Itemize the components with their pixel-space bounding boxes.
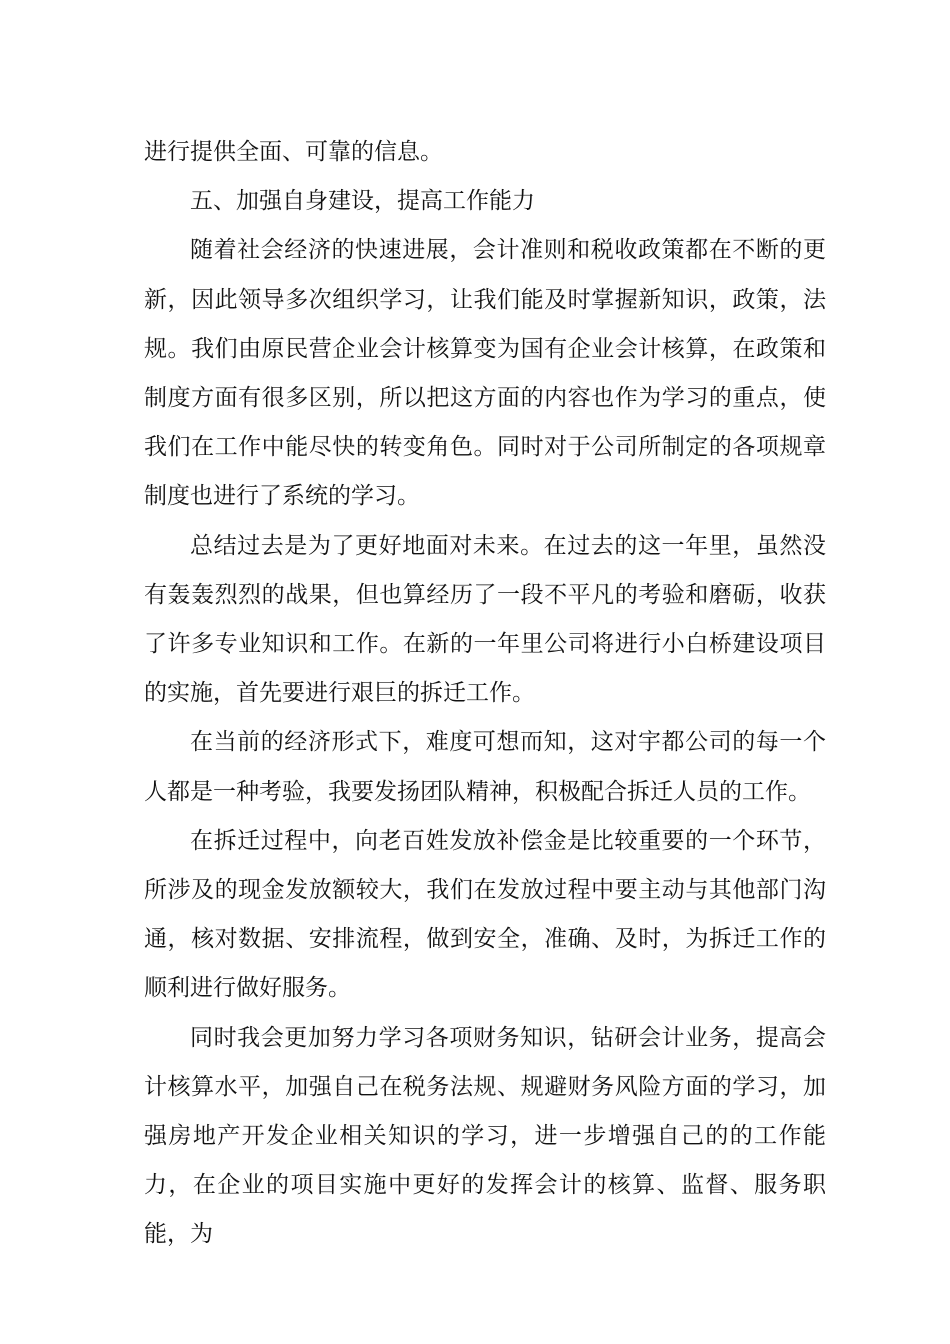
paragraph: 总结过去是为了更好地面对未来。在过去的这一年里，虽然没有轰轰烈烈的战果，但也算经历了一段不平凡的考验和磨砺，收获了许多专业知识和工作。在新的一年里公司将进行小白桥建设项目的实施，首先要进行艰巨的拆迁工作。 [144,532,826,707]
paragraph: 同时我会更加努力学习各项财务知识，钻研会计业务，提高会计核算水平，加强自己在税务法规、规避财务风险方面的学习，加强房地产开发企业相关知识的学习，进一步增强自己的的工作能力，在企业的项目实施中更好的发挥会计的核算、监督、服务职能，为 [144,1024,826,1248]
section-heading: 五、加强自身建设，提高工作能力 [190,188,535,215]
paragraph: 在当前的经济形式下，难度可想而知，这对宇都公司的每一个人都是一种考验，我要发扬团队精神，积极配合拆迁人员的工作。 [144,729,826,805]
paragraph: 在拆迁过程中，向老百姓发放补偿金是比较重要的一个环节，所涉及的现金发放额较大，我们在发放过程中要主动与其他部门沟通，核对数据、安排流程，做到安全，准确、及时，为拆迁工作的顺利进行做好服务。 [144,827,826,1002]
paragraph: 随着社会经济的快速进展，会计准则和税收政策都在不断的更新，因此领导多次组织学习，让我们能及时掌握新知识，政策，法规。我们由原民营企业会计核算变为国有企业会计核算，在政策和制度方面有很多区别，所以把这方面的内容也作为学习的重点，使我们在工作中能尽快的转变角色。同时对于公司所制定的各项规章制度也进行了系统的学习。 [144,237,826,510]
document-body [144,128,826,1260]
paragraph-continuation: 进行提供全面、可靠的信息。 [144,139,443,165]
